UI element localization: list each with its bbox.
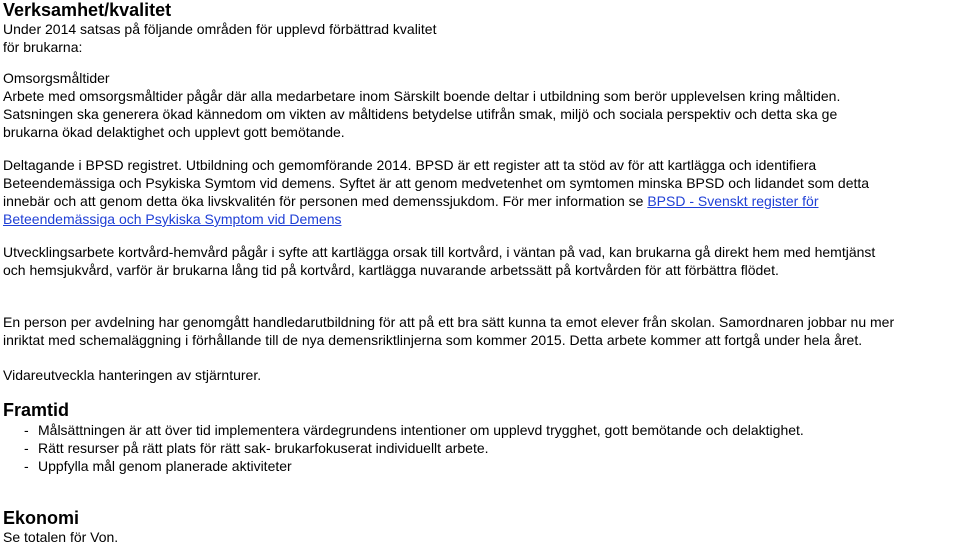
omsorg-title: Omsorgsmåltider [3,70,110,86]
bpsd-line-1: Deltagande i BPSD registret. Utbildning och gemomförande 2014. BPSD är ett register att ta stöd av för att kartlägga och identifiera [3,157,817,173]
intro-line-2: för brukarna: [3,39,83,55]
section-verksamhet [3,0,437,56]
section-stjarnturer [3,366,261,384]
section-bpsd [3,156,956,228]
framtid-item-text: Rätt resurser på rätt plats för rätt sak- brukarfokuserat individuellt arbete. [38,440,489,456]
heading-verksamhet: Verksamhet/kvalitet [3,0,172,20]
handledare-line-1: En person per avdelning har genomgått handledarutbildning för att på ett bra sätt kunna ta emot elever från skolan. Samordnaren jobbar nu mer [3,314,895,330]
bpsd-register-link-part-1[interactable]: BPSD - Svenskt register för [647,193,819,209]
section-omsorgsmaltider [3,69,956,141]
handledare-line-2: inriktat med schemaläggning i förhållande till de nya demensriktlinjerna som kommer 2015. Detta arbete kommer att fortgå under hela året. [3,332,863,348]
kortvard-line-2: och hemsjukvård, varför är brukarna lång tid på kortvård, kartlägga nuvarande arbetssätt på kortvården för att förbättra flödet. [3,262,779,278]
bpsd-line-3 [3,192,956,210]
omsorg-line-3: brukarna ökad delaktighet och upplevt gott bemötande. [3,124,345,140]
section-framtid [3,400,956,475]
list-item [3,457,956,475]
bpsd-line-2: Beteendemässiga och Psykiska Symtom vid demens. Syftet är att genom medvetenhet om symtomen minska BPSD och lidandet som detta [3,175,870,191]
list-item [3,439,956,457]
kortvard-line-1: Utvecklingsarbete kortvård-hemvård pågår i syfte att kartlägga orsak till kortvård, i väntan på vad, kan brukarna gå direkt hem med hemtjänst [3,244,876,260]
framtid-list [3,421,956,475]
intro-line-1: Under 2014 satsas på följande områden för upplevd förbättrad kvalitet [3,21,437,37]
stjarnturer-text: Vidareutveckla hanteringen av stjärnturer. [3,367,262,383]
bpsd-register-link-part-2[interactable]: Beteendemässiga och Psykiska Symptom vid Demens [3,211,342,227]
framtid-item-text: Uppfylla mål genom planerade aktiviteter [38,458,292,474]
heading-framtid: Framtid [3,400,70,420]
bullet-dash: - [24,422,29,438]
ekonomi-text: Se totalen för Von. [3,529,119,545]
omsorg-line-2: Satsningen ska generera ökad kännedom om vikten av måltidens betydelse utifrån smak, miljö och sociala perspektiv och detta ska ge [3,106,838,122]
section-handledare [3,313,956,349]
bpsd-line-4 [3,210,956,228]
bpsd-line-3-text: innebär och att genom detta öka livskvalitén för personen med demenssjukdom. För mer information se [3,193,648,209]
list-item [3,421,956,439]
bullet-dash: - [24,440,29,456]
heading-ekonomi: Ekonomi [3,508,80,528]
section-ekonomi [3,508,118,546]
omsorg-line-1: Arbete med omsorgsmåltider pågår där alla medarbetare inom Särskilt boende deltar i utbildning som berör upplevelsen kring måltiden. [3,88,841,104]
bullet-dash: - [24,458,29,474]
section-kortvard [3,243,956,279]
framtid-item-text: Målsättningen är att över tid implementera värdegrundens intentioner om upplevd trygghet, gott bemötande och delaktighet. [38,422,804,438]
